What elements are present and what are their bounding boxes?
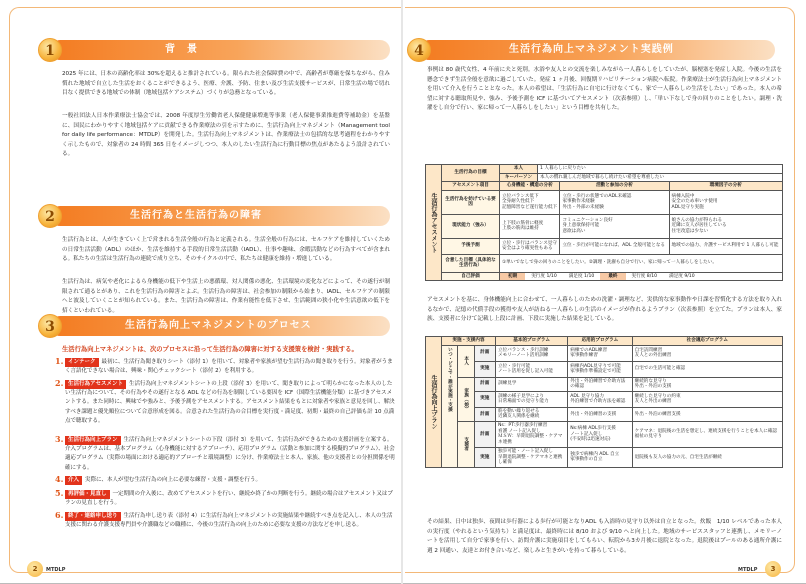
table-cell: 立位バランス低下 全身耐久性低下 記憶障害など遂行能力低下: [500, 190, 560, 214]
step-3-number: 3.: [55, 434, 64, 444]
plan-header-basic: 基本的プログラム: [496, 337, 568, 346]
group-supporter: 支援者: [458, 421, 474, 467]
step-3-tag: 生活行為向上プラン: [65, 436, 121, 445]
section-2-paragraph-1: 生活行為とは、人が生きていく上で営まれる生活全般の行為と定義される。生活全般の行為には、セルフケアを維持していくための日常生活活動（ADL）のほか、生活を維持する手段的日常生活活動（IADL）、仕事や趣味、余暇活動などの行為すべてが含まれる。私たちの生活は生活行為の連続で成り立ち、そのサイクルの中で、私たちは健康を維持・増進している。: [62, 237, 390, 263]
table-cell: コミュニケーション良好 身上意欲保持可能 意欲は高い: [560, 214, 669, 238]
section-4-paragraph-3: その結果、日中は独歩、夜間は歩行器による歩行が可能となりADL も入浴時の見守り以外は自立となった。炊飯 1/10 レベルであった本人の実行度（やれるという気持ち）と満足度は、最終時には 8/10 および 9/10 へと向上した。地域のサービススタッフと連携し、メモリーノートを活用して自分で家事を行い、訪問介護に実施項目をしてもらい、転院から3カ月後に退院となった。退院後はプールのある通所介護に週 2 回通い、友達とお付き合いなど、楽しみと生きがいを持って暮らしている。: [427, 519, 782, 554]
table-cell: 筋を動い繰り返せる 近隣友人関係を継続: [496, 407, 568, 421]
table-cell: 訓練の様子見学により 日常場面での見守り能力: [496, 391, 568, 407]
eval-final-exec: 実行度 8/10: [631, 274, 658, 280]
plan-header-item: 実施・支援内容: [442, 337, 496, 346]
table-cell: 退院後も友人の協力の元、自宅生活が継続: [632, 447, 782, 467]
table-row-label: 現状能力（強み）: [442, 214, 500, 238]
plan-header-applied: 応用的プログラム: [568, 337, 632, 346]
eval-initial-sat: 満足度 1/10: [568, 274, 595, 280]
table-cell: 独歩で病棟内 ADL 自立 家事動作の自立: [568, 447, 632, 467]
eval-final-sat: 満足度 9/10: [669, 274, 695, 280]
step-3-text: 生活行為向上マネジメントシートの下段（添付 3）を用いて、生活行為ができるための支援計画を立案する。介入プログラムは、基本プログラム（心身機能に対するアプローチ）、応用プログラム（活動と参加に関する模擬的プログラム）、社会適応プログラム（実際の場面における適応的アプローチと環境調整）に分け、作業療法士と本人、家族、他の支援者との分担関係を明確にする。: [65, 437, 395, 471]
table-cell: 上下肢の筋骨に軽度 上肢の筋肉は維持: [500, 214, 560, 238]
step-5-number: 5.: [55, 488, 64, 498]
goal-self: 1 人暮らしに戻りたい: [538, 165, 783, 174]
left-page-number: 2: [27, 561, 43, 577]
table-cell: 継続的な見守り 外出・外泊の支援: [632, 377, 782, 391]
table-cell: Ns:病棟 ADL歩行支援 ノート記入促し (不安時は迅速対応): [568, 421, 632, 447]
table-row-label: 合意した目標（具体的な生活行為）: [442, 254, 500, 272]
table-cell: 外出・外泊練習で介助方法の確認: [568, 377, 632, 391]
plan-header-social: 社会適応プログラム: [632, 337, 782, 346]
plan-table: [425, 336, 783, 468]
section-4-paragraph-1: 事例は 80 歳代女性、4 年前に夫と死別。水浴や友人との交流を楽しみながら一人暮らしをしていたが、脳梗塞を発症し入院。今後の生活を懸念できず生活全般を意欲に過ごしていた。発症 1 ヶ月後、回復期リハビリテーション病院へ転院。作業療法士が生活行為向上マネジメントを用いて介入を行うこととなった。本人の希望は、「生活行為に自宅に行けなくても、家で一人暮らしの生活をしたい」であった。本人の希望に対する聴取所見や、強み、予後予測を ICF に基づいてアセスメント（次表参照）し、「単い下なしで身の回りのことをしたい。調理・洗濯をし自分で行い、家に帰って一人暮らしをしたい」という目標を共有した。: [427, 67, 782, 112]
step-1-number: 1.: [55, 356, 64, 366]
right-page-number: 3: [765, 561, 781, 577]
plan-side-label: 生活行為向上プラン: [426, 337, 442, 468]
eval-initial-label: 初期: [500, 273, 525, 280]
goal-self-label: 本人: [500, 165, 538, 174]
header-body: 心身機能・構造の分析: [500, 182, 560, 191]
section-1-title: 背 景: [50, 40, 390, 60]
step-5-text: 一定期間の介入後に、改めてアセスメントを行い、継続か終了かの判断を行う。継続の場合はアセスメント又はプランの見直しを行う。: [65, 491, 393, 507]
section-2-number: 2: [38, 204, 62, 228]
assessment-table: [425, 164, 783, 281]
step-2-text: 生活行為向上マネジメントシートの上段（添付 3）を用いて、聞き取りによって明らかになった本人のしたい生活行為について、その行為やその遂行となる ADL などの行為を制限している要因を ICF（国際生活機能分類）に基づきアセスメントする。また同時に、興味でや強みと、予後予測をアセスメントする。アセスメント結果をもとに対象者や家族と意見を回し、解決すべき課題と優先順位について合意形成を図る。合意された生活行為の合目標を実行度・満足度、初期・最終の自己評価も計 10 点満点で聴取する。: [65, 381, 395, 424]
section-1-paragraph-2: 一般社団法人日本作業療法士協会では、2008 年度厚生労働省老人保健健康増進等事業（老人保健事業推進費等補助金）を基盤に、国民にわかりやすく地域包括ケアに貢献できる作業療法の引を示すために、生活行為向上マネジメント（Management tool for daily life performance：MTDLP）を開発した。生活行為向上マネジメントは、作業療法士の包括的な思考過程をわかりやすく示したもので、対象者の 24 時間 365 日をイメージしつつ、本人のしたい生活行為に行動目標の焦点があたるよう設計されている。: [62, 113, 390, 158]
table-cell: 訓練見学: [496, 377, 568, 391]
plan-sub-label: いつ・どこで・誰が実施・支援: [442, 345, 458, 467]
step-2: [55, 378, 395, 435]
kind-label: 計画: [474, 407, 496, 421]
table-cell: 外出・外泊の練習支援: [632, 407, 782, 421]
left-footer-label: MTDLP: [46, 567, 66, 573]
step-2-tag: 生活行為アセスメント: [65, 380, 126, 389]
table-cell: 病棟入院中 安全のため車いす使用 ADL見守り実施: [669, 190, 783, 214]
table-cell: 自宅での生活可能と確認: [632, 361, 782, 377]
section-2-paragraph-2: 生活行為は、病気や老化によるら身機能の低下や生活上の悪循環、対人関係の悪化、生活環境の変化などによって、その遂行が制限されて通るとがあり、これを生活行為の障害とよぶ。生活行為の障害は、社会参加の制限から始まり、IADL、セルフケアの制限へと波及していくことが知られている。また、生活行為の障害は、作業有能性を低下させ、生活範囲の狭小化や生活意欲の低下を招くといわれている。: [62, 279, 390, 314]
kind-label: 計画: [474, 345, 496, 361]
table-cell: 立位バランス・歩行訓練 メモリーノート活用訓練: [496, 345, 568, 361]
step-1: [55, 356, 395, 376]
table-cell: 継続した見守りの約束 友人と外出の練習: [632, 391, 782, 407]
header-environment: 環境因子の分析: [669, 182, 783, 191]
table-cell: 独歩可能・ノート記入促し 早期退院調整・ケアマネと連携し確保: [496, 447, 568, 467]
section-3-lead: 生活行為向上マネジメントは、次のプロセスに沿って生活行為の障害に対する支援策を検討・実践する。: [62, 346, 358, 353]
step-4-text: 実際に、本人が望む生活行為の向上に必要な練習・支援・調整を行う。: [85, 477, 262, 483]
table-cell: 病棟内ADL見守りで可能 家事動作準備設定で可能: [568, 361, 632, 377]
eval-final-label: 最終: [600, 273, 625, 280]
step-6-text: 生活行為申し送り表（添付 4）に生活行為向上マネジメントの実施結果や継続すべき点を記入し、本人の生活支援に関わる介護支援専門員や介護職などの職種に、今後の生活行為の向上のために必要な支援の方法などを申し送る。: [65, 513, 393, 529]
table-cell: 娘さんの協力が得られる 近隣に友人が居住している 住宅改造は少ない: [669, 214, 783, 238]
table-cell: 自宅訪問練習 友人との外出練習: [632, 345, 782, 361]
table-cell: 立位・歩行の状態でのADL未確認 家事動作未経験 外出・外部の未経験: [560, 190, 669, 214]
section-4-title: 生活行為向上マネジメント実践例: [419, 40, 775, 60]
group-family: 家族（娘）: [458, 377, 474, 421]
goal-label: 生活行為の目標: [442, 165, 500, 182]
table-cell: 外出・外泊練習の支援: [568, 407, 632, 421]
table-cell: 立位・歩行はバランス見守 安全はより確実性もある: [500, 238, 560, 254]
step-5-tag: 再評価・見直し: [65, 490, 110, 499]
step-6: [55, 510, 395, 540]
section-3-title: 生活行為向上マネジメントのプロセス: [50, 316, 390, 336]
table-cell: 地域での協力、介護サービス利用で 1 人暮らし可能: [669, 238, 783, 254]
kind-label: 実施: [474, 391, 496, 407]
self-eval-label: 自己評価: [442, 272, 500, 281]
step-2-number: 2.: [55, 378, 64, 388]
step-4-number: 4.: [55, 474, 64, 484]
step-6-number: 6.: [55, 510, 64, 520]
step-1-tag: インテーク: [65, 358, 99, 367]
kind-label: 実施: [474, 447, 496, 467]
step-6-tag: 終了・連絡申し送り: [65, 512, 121, 521]
assessment-side-label: 生活行為アセスメント: [426, 165, 442, 281]
goal-keyperson: 本人の慣れ親しんだ地域で暮らし続けたい希望を尊重したい: [538, 173, 783, 182]
table-cell: 立位・歩行が可能になれば、ADL 全般可能となる: [560, 238, 669, 254]
table-cell: ケアマネ：退院後の生活を想定し、連続支援を行うことを本人に確認 福祉の見守り: [632, 421, 782, 447]
table-row-label: 生活行為を妨げている要因: [442, 190, 500, 214]
right-page: [403, 0, 806, 584]
goal-keyperson-label: キーパーソン: [500, 173, 538, 182]
step-4-tag: 介入: [65, 476, 82, 485]
section-2-title: 生活行為と生活行為の障害: [50, 206, 390, 226]
right-footer-label: MTDLP: [738, 567, 758, 573]
table-row-label: 予後予測: [442, 238, 500, 254]
step-1-text: 最初に、生活行為聞き取りシート（添付 1）を用いて、対象者や家族が望む生活行為の聞き取りを行う。対象者がうまく言語化できない場合は、興味・関心チェックシート（添付 2）を利用する。: [65, 359, 393, 375]
table-cell: Ns：PT:歩行器歩行練習 看護 ノート記入促し ＭＳＷ：早期退院調整・ケアマネ連携: [496, 421, 568, 447]
kind-label: 計画: [474, 377, 496, 391]
section-4-paragraph-2: アセスメントを基に、身体機能向上に合わせて、一人暮らしのための洗濯・調理など、実供的な家事動作や日課を習慣化する方法を取り入れるなかで、記憶の代償手段の獲得や友人が訪ねる一人暮らしの生活のイメージが作れるようプラン（次表参照）を立てた。プランは本人、家族、支援者に分けて記載し上段に計画、下段に実施した結果を記している。: [427, 297, 782, 323]
step-5: [55, 488, 395, 509]
section-4-number: 4: [407, 38, 431, 62]
section-3-number: 3: [38, 314, 62, 338]
step-4: [55, 474, 395, 486]
step-3: [55, 434, 395, 473]
table-cell: ADL 見守り協力 外泊練習で介助方法を確認: [568, 391, 632, 407]
kind-label: 実施: [474, 361, 496, 377]
header-item: アセスメント項目: [442, 182, 500, 191]
kind-label: 計画: [474, 421, 496, 447]
header-activity: 活動と参加の分析: [560, 182, 669, 191]
eval-initial-exec: 実行度 1/10: [531, 274, 557, 280]
section-1-number: 1: [38, 38, 62, 62]
section-1-paragraph-1: 2025 年には、日本の高齢化率は 30%を超えると推計されている。限られた社会保障費の中で、高齢者が尊厳を保ちながら、住み慣れた地域で自立した生活をおくることができるよう、医療、介護、予防、住まい及び生活支援サービスが、日常生活の場で切れ目なく提供できる地域での体制（地域包括ケアシステム）づくりが急務となっている。: [62, 71, 390, 97]
agreed-goal: ①単いでなしで身の回りのことをしたい。②調理・洗濯も自分で行い、家に帰って一人暮らしをしたい。: [500, 254, 783, 272]
table-cell: 立位・歩行可能 ノート活用を促し記入可能: [496, 361, 568, 377]
group-self: 本人: [458, 345, 474, 377]
table-cell: 病棟でのADL練習 家事動作練習: [568, 345, 632, 361]
